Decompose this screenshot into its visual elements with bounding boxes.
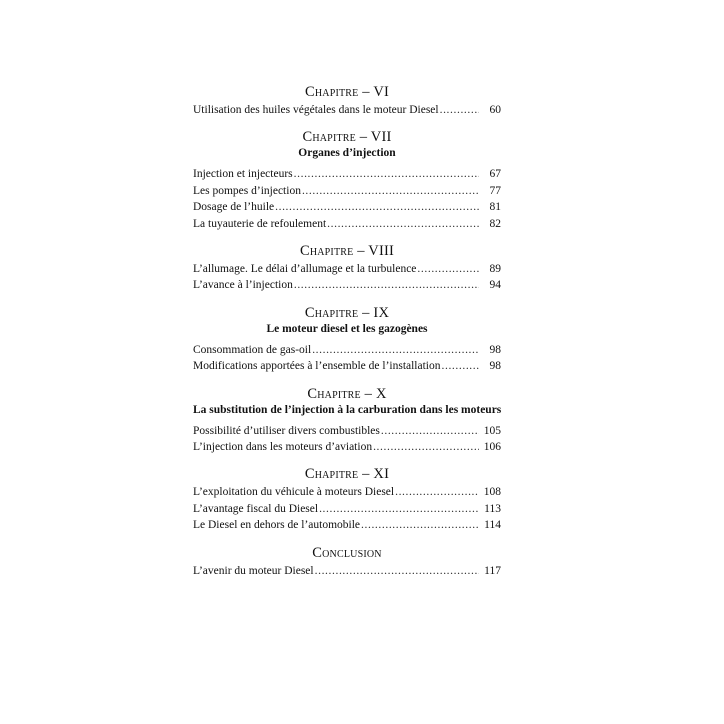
chapter-subtitle: Organes d’injection — [298, 147, 396, 160]
chapter-heading: Chapitre – VI — [304, 84, 390, 100]
dot-leader — [327, 216, 479, 232]
dot-leader — [361, 517, 479, 533]
dot-leader — [442, 358, 480, 374]
dot-leader — [381, 423, 479, 439]
entry-page-number: 117 — [484, 564, 501, 577]
entry-title: Dosage de l’huile — [193, 201, 275, 214]
chapter-heading: Chapitre – IX — [304, 304, 390, 321]
entry-title: L’allumage. Le délai d’allumage et la turbulence — [193, 263, 417, 276]
entry-page-number: 114 — [484, 519, 501, 532]
toc-entry — [193, 166, 501, 182]
entry-title: Le Diesel en dehors de l’automobile — [193, 519, 361, 532]
dot-leader — [294, 277, 479, 293]
dot-leader — [312, 342, 479, 358]
toc-entry — [193, 358, 501, 374]
dot-leader — [315, 563, 479, 579]
toc-chapter — [193, 83, 501, 118]
entry-page-number: 81 — [489, 201, 501, 214]
entry-page-number: 94 — [489, 279, 501, 292]
chapter-subtitle: Le moteur diesel et les gazogènes — [266, 322, 428, 335]
chapter-heading: Chapitre – XI — [304, 466, 390, 483]
toc-chapter — [193, 128, 501, 232]
toc-entry — [193, 563, 501, 579]
chapter-heading: Conclusion — [312, 544, 382, 561]
chapter-heading: Chapitre – VII — [302, 129, 392, 146]
entry-title: Modifications apportées à l’ensemble de l’installation — [193, 360, 441, 373]
dot-leader — [440, 102, 479, 118]
toc-entry — [193, 501, 501, 517]
toc-entry — [193, 484, 501, 500]
dot-leader — [294, 166, 479, 182]
toc-chapter — [193, 242, 501, 294]
chapter-entries — [193, 563, 501, 579]
dot-leader — [302, 183, 479, 199]
dot-leader — [417, 261, 479, 277]
chapter-entries — [193, 423, 501, 456]
entry-title: L’avance à l’injection — [193, 279, 293, 292]
toc-entry — [193, 277, 501, 293]
entry-page-number: 82 — [489, 217, 501, 230]
chapter-entries — [193, 261, 501, 294]
entry-page-number: 106 — [483, 441, 501, 454]
entry-title: L’avantage fiscal du Diesel — [193, 502, 319, 515]
chapter-heading: Chapitre – X — [307, 385, 387, 402]
entry-page-number: 98 — [489, 360, 501, 373]
chapter-entries — [193, 342, 501, 375]
entry-title: La tuyauterie de refoulement — [193, 217, 327, 230]
toc-entry — [193, 342, 501, 358]
entry-title: L’injection dans les moteurs d’aviation — [193, 441, 373, 454]
dot-leader — [395, 484, 479, 500]
entry-title: Consommation de gas-oil — [193, 343, 312, 356]
chapter-heading: Chapitre – VIII — [299, 243, 395, 260]
entry-page-number: 98 — [489, 343, 501, 356]
toc-chapter — [193, 385, 501, 456]
toc-entry — [193, 261, 501, 277]
entry-page-number: 108 — [483, 486, 501, 499]
entry-title: Utilisation des huiles végétales dans le moteur Diesel — [193, 104, 439, 116]
entry-title: L’avenir du moteur Diesel — [193, 564, 314, 577]
entry-title: Injection et injecteurs — [193, 168, 293, 181]
table-of-contents — [193, 83, 501, 579]
dot-leader — [319, 501, 479, 517]
entry-page-number: 77 — [489, 184, 501, 197]
dot-leader — [373, 439, 479, 455]
entry-page-number: 60 — [489, 104, 501, 116]
entry-title: Possibilité d’utiliser divers combustibles — [193, 424, 380, 437]
chapter-entries — [193, 166, 501, 232]
toc-chapter — [193, 465, 501, 533]
toc-chapter — [193, 304, 501, 375]
entry-title: Les pompes d’injection — [193, 184, 301, 197]
entry-title: L’exploitation du véhicule à moteurs Diesel — [193, 486, 395, 499]
toc-entry — [193, 183, 501, 199]
toc-entry — [193, 102, 501, 118]
toc-entry — [193, 216, 501, 232]
entry-page-number: 113 — [484, 502, 501, 515]
chapter-entries — [193, 484, 501, 533]
entry-page-number: 105 — [483, 424, 501, 437]
entry-page-number: 67 — [489, 168, 501, 181]
toc-entry — [193, 423, 501, 439]
chapter-entries — [193, 102, 501, 118]
toc-entry — [193, 199, 501, 215]
chapter-subtitle: La substitution de l’injection à la carburation dans les moteurs — [193, 403, 502, 416]
toc-entry — [193, 439, 501, 455]
dot-leader — [275, 199, 479, 215]
entry-page-number: 89 — [489, 263, 501, 276]
toc-entry — [193, 517, 501, 533]
toc-chapter — [193, 544, 501, 579]
